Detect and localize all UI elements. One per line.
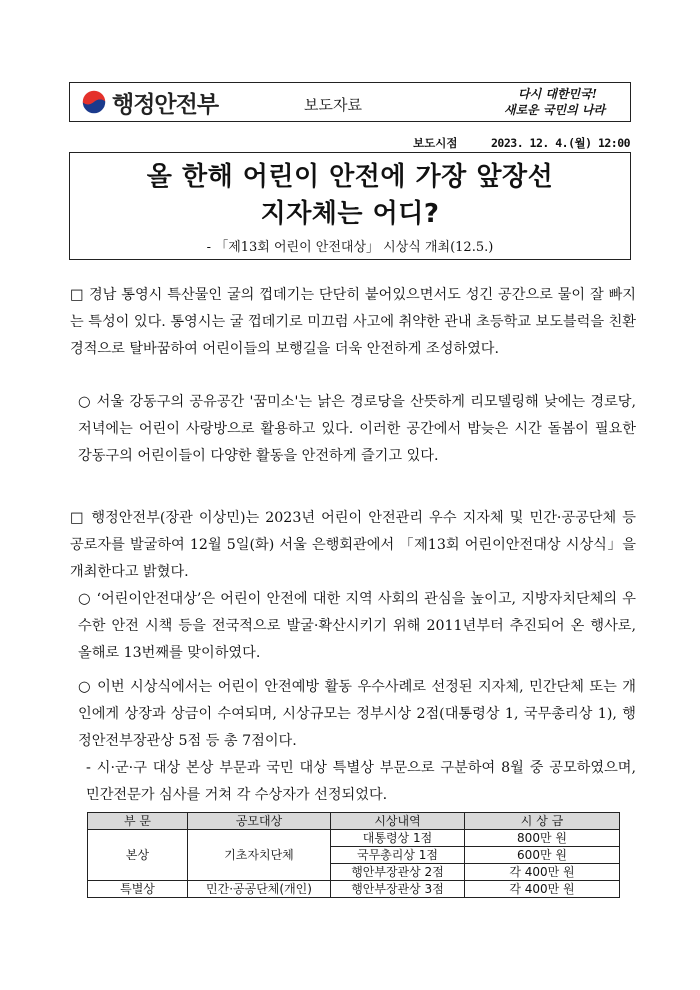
ministry-name: 행정안전부 (112, 92, 219, 118)
table-header-row (88, 813, 620, 830)
table-row (88, 830, 620, 847)
header-category: 부 문 (88, 813, 188, 830)
paragraph-3 (70, 505, 636, 586)
circle-bullet: ○ (78, 394, 92, 410)
paragraph-4-text: ‘어린이안전대상’은 어린이 안전에 대한 지역 사회의 관심을 높이고, 지방자치단체의 우수한 안전 시책 등을 전국적으로 발굴·확산시키기 위해 2011년부터 추진되어 온 행사로, 올해로 13번째를 맞이하였다. (78, 591, 636, 661)
circle-bullet: ○ (78, 679, 92, 695)
special-target-cell: 민간·공공단체(개인) (188, 881, 331, 898)
prize-cell: 600만 원 (465, 847, 620, 864)
paragraph-3-text: 행정안전부(장관 이상민)는 2023년 어린이 안전관리 우수 지자체 및 민간·공공단체 등 공로자를 발굴하여 12월 5일(화) 서울 은행회관에서 「제13회 어린이안전대상 시상식」을 개최한다고 밝혔다. (70, 510, 637, 580)
subtitle: - 「제13회 어린이 안전대상」 시상식 개최(12.5.) (206, 240, 494, 255)
table-row (88, 881, 620, 898)
paragraph-5-text: 이번 시상식에서는 어린이 안전예방 활동 우수사례로 선정된 지자체, 민간단체 또는 개인에게 상장과 상금이 수여되며, 시상규모는 정부시상 2점(대통령상 1, 국무총리상 1), 행정안전부장관상 5점 등 총 7점이다. (78, 679, 637, 749)
award-cell: 행안부장관상 3점 (331, 881, 465, 898)
svg-text:다시 대한민국! (518, 87, 597, 101)
headline-line-2: 지자체는 어디? (260, 199, 440, 229)
prize-cell: 800만 원 (465, 830, 620, 847)
header-prize: 시 상 금 (465, 813, 620, 830)
award-table (87, 812, 620, 898)
svg-text:새로운 국민의 나라 (504, 103, 608, 117)
main-category-cell: 본상 (88, 830, 188, 881)
main-target-cell: 기초자치단체 (188, 830, 331, 881)
header-award: 시상내역 (331, 813, 465, 830)
header-target: 공모대상 (188, 813, 331, 830)
paragraph-2 (78, 389, 636, 470)
square-bullet: □ (70, 287, 85, 303)
paragraph-1-text: 경남 통영시 특산물인 굴의 껍데기는 단단히 붙어있으면서도 성긴 공간으로 물이 잘 빠지는 특성이 있다. 통영시는 굴 껍데기로 미끄럼 사고에 취약한 관내 초등학교 보도블럭을 친환경적으로 탈바꿈하여 어린이들의 보행길을 더욱 안전하게 조성하였다. (70, 287, 637, 357)
headline-line-1: 올 한해 어린이 안전에 가장 앞장선 (146, 162, 554, 192)
paragraph-2-text: 서울 강동구의 공유공간 '꿈미소'는 낡은 경로당을 산뜻하게 리모델링해 낮에는 경로당, 저녁에는 어린이 사랑방으로 활용하고 있다. 이러한 공간에서 밤늦은 시간 돌봄이 필요한 강동구의 어린이들이 다양한 활동을 안전하게 즐기고 있다. (78, 394, 636, 464)
award-cell: 대통령상 1점 (331, 830, 465, 847)
dash-bullet: - (86, 760, 91, 776)
paragraph-1 (70, 282, 636, 363)
prize-cell: 각 400만 원 (465, 881, 620, 898)
government-emblem-icon (79, 88, 109, 116)
circle-bullet: ○ (78, 591, 92, 607)
slogan-line-2: 새로운 국민의 나라 (504, 103, 606, 117)
paragraph-6 (86, 755, 636, 809)
release-datetime: 2023. 12. 4.(월) 12:00 (491, 136, 631, 150)
slogan-line-1: 다시 대한민국! (518, 87, 597, 101)
paragraph-5 (78, 674, 636, 755)
special-category-cell: 특별상 (88, 881, 188, 898)
paragraph-4 (78, 586, 636, 667)
square-bullet: □ (70, 510, 86, 526)
award-cell: 행안부장관상 2점 (331, 864, 465, 881)
award-cell: 국무총리상 1점 (331, 847, 465, 864)
release-label: 보도시점 (413, 136, 458, 150)
prize-cell: 각 400만 원 (465, 864, 620, 881)
document-type: 보도자료 (304, 96, 362, 114)
slogan-logo (498, 84, 620, 118)
paragraph-6-text: 시·군·구 대상 본상 부문과 국민 대상 특별상 부문으로 구분하여 8월 중 공모하였으며, 민간전문가 심사를 거쳐 각 수상자가 선정되었다. (86, 760, 636, 803)
